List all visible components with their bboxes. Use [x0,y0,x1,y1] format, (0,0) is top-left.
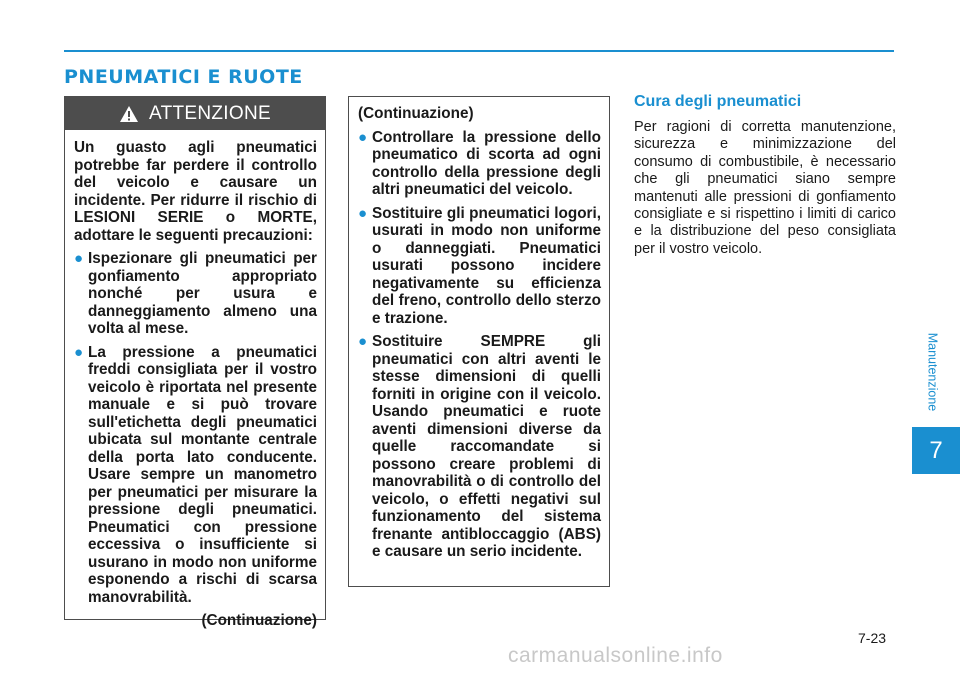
bullet-dot-icon: ● [358,333,368,350]
warning-triangle-icon [119,105,139,123]
warning-label: ATTENZIONE [149,102,271,124]
bullet-dot-icon: ● [358,204,368,222]
continued-label: (Continuazione) [201,612,317,629]
section-side-label: Manutenzione [925,332,939,412]
top-rule [64,50,894,52]
warning-bullet: ● La pressione a pneumatici freddi consigliata per il vostro veicolo è riportata nel presente manuale e si può trovare sull'etichetta degli pneumatici ubicata sul montante centrale della porta lato conducente. Usare sempre un manometro per pneumatici per misurare la pressione degli pneumatici. Pneumatici con pressione eccessiva o insufficiente si usurano in modo non uniforme esponendo a rischi di scarsa manovrabilità. [74,343,317,606]
warning-intro: Un guasto agli pneumatici potrebbe far perdere il controllo del veicolo e causare un incidente. Per ridurre il rischio di LESIONI SERIE o MORTE, adottare le seguenti precauzioni: [74,139,317,244]
warning-bullet: ● Ispezionare gli pneumatici per gonfiamento appropriato nonché per usura e danneggiamento almeno una volta al mese. [74,250,317,337]
bullet-dot-icon: ● [74,343,84,361]
bullet-dot-icon: ● [74,250,84,267]
section-title: PNEUMATICI E RUOTE [64,66,303,88]
warning-header [65,97,325,130]
page-number: 7-23 [858,630,887,646]
continuation-bullet: ● Sostituire SEMPRE gli pneumatici con altri aventi le stesse dimensioni di quelli forniti in origine con il veicolo. Usando pneumatici e ruote aventi dimensioni diverse da quelle raccomandate si possono creare problemi di manovrabilità o di controllo del veicolo, o effetti negativi sul funzionamento del sistema frenante antibloccaggio (ABS) e causare un serio incidente. [358,333,601,560]
continuation-box [348,96,610,587]
bullet-dot-icon: ● [358,128,368,146]
continuation-bullet: ● Controllare la pressione dello pneumatico di scorta ad ogni controllo della pressione degli altri pneumatici del veicolo. [358,128,601,198]
warning-box [64,96,326,629]
care-title: Cura degli pneumatici [634,93,802,110]
chapter-tab: 7 [912,427,960,474]
care-body: Per ragioni di corretta manutenzione, sicurezza e minimizzazione del consumo di combustibile, è necessario che gli pneumatici siano sempre mantenuti alle pressioni di gonfiamento consigliate e si rispettino i limiti di carico e la distribuzione del peso consigliata per il vostro veicolo. [634,119,896,257]
continuation-heading: (Continuazione) [358,105,474,122]
continuation-bullet: ● Sostituire gli pneumatici logori, usurati in modo non uniforme o danneggiati. Pneumatici usurati possono incidere negativamente su efficienza del freno, controllo dello sterzo e trazione. [358,204,601,327]
watermark: carmanualsonline.info [508,644,723,667]
